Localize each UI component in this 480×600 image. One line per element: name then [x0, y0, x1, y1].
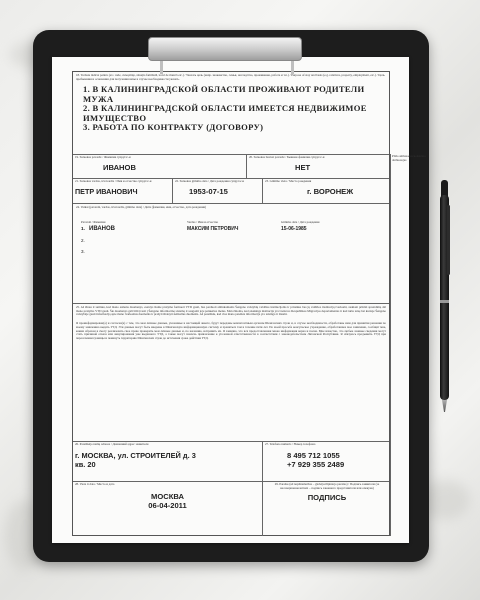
- declaration-lithuanian: 25. Aš žinau ir sutinku, kad mano asmens duomenys, esantys šiame prašyme formuoti VTD gauti, bus perduoti atitinkamoms Šengeno valstybių valdžios institucijoms ir prireikus bus jų valdžios institucijų tvarkomi, siekiant priimti sprendimą dėl mano prašymo VTD gauti. Šie duomenys gali būti įvesti į Šengeno informacinę sistemą ir saugomi joje penkerius metus. Man žinoma, kad atsakinga institucija yra Lietuvos Respublikos Migracijos departamentas ir kad turiu teisę bet kurioje Šengeno valstybėje gauti informaciją apie mane tvarkomus duomenis ir prašyti ištaisyti netikslius duomenis. Aš pareiškiu, kad visa mano pateikta informacija yra teisinga ir išsami.: [76, 305, 386, 317]
- visa-application-form: [72, 71, 390, 536]
- date-value: 06-04-2011: [148, 500, 187, 510]
- spouse-birthdate-value: 1953-07-15: [189, 186, 228, 196]
- signature-label: 29. Parašas (už nepilnamečius – globėjo/rūpintojo parašas) / Подпись заявителя (за несовершеннолетних – подпись законного представителя или опекуна): [274, 482, 380, 490]
- section-25-declaration: [73, 304, 389, 442]
- place-date-cell: [73, 482, 263, 536]
- spouse-name-label: 21. Sutuokas vardas, tėvavardis / Имя и отчество супруга/-и: [75, 179, 152, 183]
- section-24-children: [73, 204, 389, 304]
- clip-base: [148, 37, 302, 61]
- spouse-birthplace-value: г. ВОРОНЕЖ: [307, 186, 354, 196]
- spouse-former-surname-value: НЕТ: [295, 162, 311, 172]
- spouse-birthplace-cell: [263, 179, 391, 203]
- home-address-label: 26. Pareiškėjo namų adresas / Домашний адрес заявителя: [75, 442, 149, 446]
- spouse-name-value: ПЕТР ИВАНОВИЧ: [75, 186, 138, 196]
- section-26-27: [73, 442, 389, 482]
- purpose-line-1: 1. В КАЛИНИНГРАДСКОЙ ОБЛАСТИ ПРОЖИВАЮТ РОДИТЕЛИ МУЖА: [83, 84, 365, 104]
- home-address-line-1: г. МОСКВА, ул. СТРОИТЕЛЕЙ д. 3: [75, 450, 196, 460]
- spouse-birthdate-cell: [173, 179, 263, 203]
- section-18-purpose: [73, 72, 389, 155]
- purpose-line-2: 2. В КАЛИНИНГРАДСКОЙ ОБЛАСТИ ИМЕЕТСЯ НЕДВИЖИМОЕ ИМУЩЕСТВО: [83, 103, 367, 123]
- phone-cell: [263, 442, 391, 481]
- place-date-label: 28. Vieta ir data / Место и дата: [75, 482, 115, 486]
- pen-tip: [442, 400, 447, 412]
- children-header-surname: Pavardė / Фамилия: [81, 220, 106, 224]
- signature-cell: [263, 482, 391, 536]
- place-value: МОСКВА: [151, 491, 184, 501]
- child-surname: ИВАНОВ: [89, 225, 116, 232]
- phone-value-1: 8 495 712 1055: [287, 450, 340, 460]
- section-21-23: [73, 179, 389, 204]
- spouse-surname-cell: [73, 155, 247, 178]
- children-row-3-number: 3.: [81, 248, 85, 254]
- children-label: 24. Vaikai (pavardė, vardas, tėvavardis, gimimo data) / Дети (фамилия, имя, отчество, дата рождения): [76, 205, 206, 209]
- children-header-date: Gimimo data / Дата рождения: [281, 220, 320, 224]
- signature-value: ПОДПИСЬ: [307, 493, 347, 503]
- declaration-russian: Я проинформирован(а) и согласен(а) с тем, что мои личные данные, указанные в настоящей анкете, будут переданы компетентным органам Шенгенских стран и, в случае необходимости, обработаны ими для принятия решения по моему заявлению выдать УТД. Эти данные могут быть введены в Шенгенскую информационную систему и храниться там в течение пяти лет. По моей просьбе консульское учреждение, обработавшее мое заявление, сообщит мне, каким образом я смогу реализовать свое право проверить мои личные данные и, по желанию, исправить их. Я заявляю, что вся предоставленная мною информация верна и полна. Мне известно, что любые ложные сведения могут стать причиной отказа или аннулирования уже выданного УТД, а также могут повлечь привлечение к уголовной ответственности в соответствии с законодательством Литовской Республики. Я обязуюсь предъявить УТД при пересечении границы и покинуть территорию Шенгенских стран до истечения срока действия УТД.: [76, 321, 386, 340]
- consular-use-note: Pildo ambasados konsulato darbuotojas: [392, 154, 426, 162]
- children-header-name: Vardas / Имя и отчество: [187, 220, 219, 224]
- spouse-former-surname-label: 20. Sutuokas buvusi pavardė / Бывшая фамилия супруга/-и: [249, 155, 325, 159]
- pen-clip: [447, 205, 450, 275]
- home-address-cell: [73, 442, 263, 481]
- section-28-29: [73, 482, 389, 536]
- phone-label: 27. Telefono numeris / Номер телефона: [265, 442, 316, 446]
- children-row-number: 1.: [81, 226, 86, 232]
- spouse-birthdate-label: 22. Sutuokas gimimo data / Дата рождения супруга/-и: [175, 179, 245, 183]
- children-header-row: [81, 221, 381, 225]
- children-row-2-number: 2.: [81, 237, 85, 243]
- spouse-surname-value: ИВАНОВ: [103, 162, 136, 172]
- spouse-birthplace-label: 23. Gimimo vieta / Место рождения: [265, 179, 312, 183]
- spouse-surname-label: 19. Sutuokas pavardė / Фамилия супруга/-и: [75, 155, 131, 159]
- form-sheet: [52, 57, 426, 543]
- side-column-divider: [390, 154, 391, 536]
- children-row: [81, 226, 381, 232]
- section-19-20: [73, 155, 389, 179]
- purpose-line-3: 3. РАБОТА ПО КОНТРАКТУ (ДОГОВОРУ): [83, 122, 264, 133]
- spouse-name-cell: [73, 179, 173, 203]
- home-address-line-2: кв. 20: [75, 459, 96, 469]
- child-birthdate: 15-06-1985: [281, 225, 307, 232]
- child-name: МАКСИМ ПЕТРОВИЧ: [187, 225, 239, 232]
- section-18-label: 18. Trebuie indicat pentru (ex.: rude, cunoştinţe, situaţia familială, locul de muncă etc.) / Указать цель (напр. знакомство, семья, наследство, проживание, работа и т.п.) / Purpose of stay and basis (e.g. relatives, property, employment, etc.) / Цель пребывания и основания для получения визы в случае необходимости указать.: [76, 73, 385, 81]
- phone-value-2: +7 929 355 2489: [287, 459, 345, 469]
- pen-ring: [440, 300, 449, 303]
